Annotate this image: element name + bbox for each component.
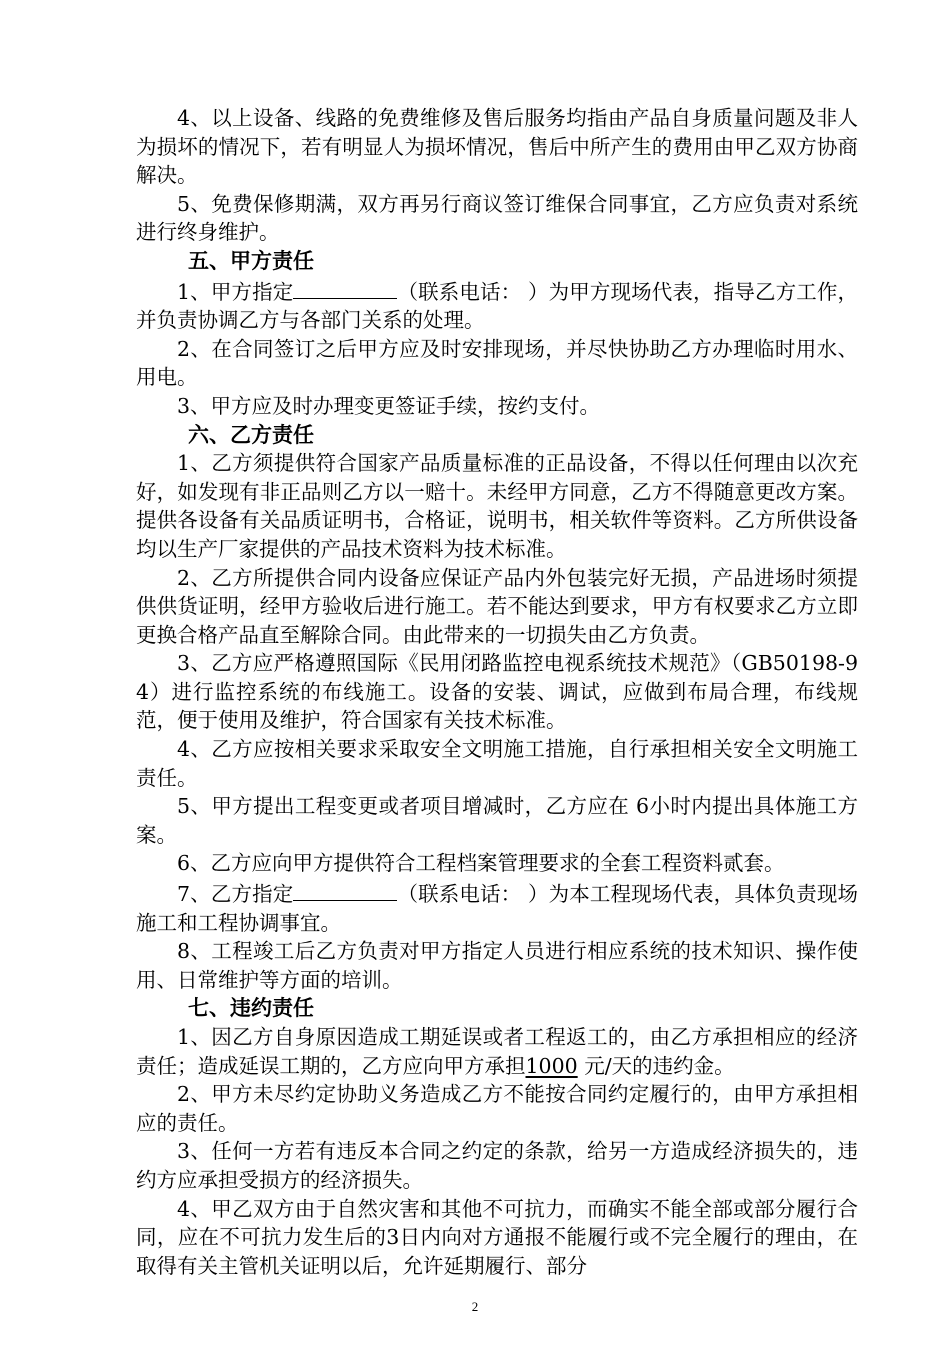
paragraph-party-a-2: 2、在合同签订之后甲方应及时安排现场，并尽快协助乙方办理临时用水、用电。 [136, 336, 858, 390]
paragraph-party-b-7 [136, 878, 858, 937]
party-a-1-rest: （联系电话： ）为甲方现场代表，指导乙方工作，并负责协调乙方与各部门关系的处理。 [136, 279, 858, 333]
paragraph-breach-1 [136, 1023, 858, 1080]
paragraph-breach-4: 4、甲乙双方由于自然灾害和其他不可抗力，而确实不能全部或部分履行合同，应在不可抗力发生后的3日内向对方通报不能履行或不完全履行的理由，在取得有关主管机关证明以后，允许延期履行、部分 [136, 1196, 858, 1278]
paragraph-breach-3: 3、任何一方若有违反本合同之约定的条款，给另一方造成经济损失的，违约方应承担受损方的经济损失。 [136, 1139, 858, 1192]
party-a-1-lead: 1、甲方指定 [177, 279, 294, 304]
page-number: 2 [471, 1299, 479, 1314]
paragraph-party-b-4: 4、乙方应按相关要求采取安全文明施工措施，自行承担相关安全文明施工责任。 [136, 737, 858, 790]
paragraph-warranty-5: 5、免费保修期满，双方再另行商议签订维保合同事宜，乙方应负责对系统进行终身维护。 [136, 191, 858, 245]
penalty-amount: 1000 [525, 1053, 578, 1078]
paragraph-party-b-1: 1、乙方须提供符合国家产品质量标准的正品设备，不得以任何理由以次充好，如发现有非正品则乙方以一赔十。未经甲方同意，乙方不得随意更改方案。提供各设备有关品质证明书，合格证，说明书，相关软件等资料。乙方所供设备均以生产厂家提供的产品技术资料为技术标准。 [136, 451, 858, 561]
paragraph-party-b-3: 3、乙方应严格遵照国际《民用闭路监控电视系统技术规范》（GB50198-94）进行监控系统的布线施工。设备的安装、调试，应做到布局合理，布线规范，便于使用及维护，符合国家有关技术标准。 [136, 651, 858, 733]
paragraph-party-b-5: 5、甲方提出工程变更或者项目增减时，乙方应在 6小时内提出具体施工方案。 [136, 794, 858, 847]
paragraph-warranty-4: 4、以上设备、线路的免费维修及售后服务均指由产品自身质量问题及非人为损坏的情况下，若有明显人为损坏情况，售后中所产生的费用由甲乙双方协商解决。 [136, 106, 858, 188]
section-heading-party-a: 五、甲方责任 [188, 247, 314, 273]
party-b-7-lead: 7、乙方指定 [177, 882, 294, 907]
party-a-representative-blank [293, 276, 397, 299]
party-b-7-rest: （联系电话： ）为本工程现场代表，具体负责现场施工和工程协调事宜。 [136, 882, 858, 935]
paragraph-party-b-2: 2、乙方所提供合同内设备应保证产品内外包装完好无损，产品进场时须提供供货证明，经甲方验收后进行施工。若不能达到要求，甲方有权要求乙方立即更换合格产品直至解除合同。由此带来的一切损失由乙方负责。 [136, 565, 858, 647]
paragraph-party-a-3: 3、甲方应及时办理变更签证手续，按约支付。 [177, 393, 601, 418]
paragraph-party-b-8: 8、工程竣工后乙方负责对甲方指定人员进行相应系统的技术知识、操作使用、日常维护等方面的培训。 [136, 939, 858, 992]
breach-1-lead: 1、因乙方自身原因造成工期延误或者工程返工的，由乙方承担相应的经济责任；造成延误工期的，乙方应向甲方承担 [136, 1025, 858, 1078]
paragraph-party-a-1 [136, 276, 858, 335]
party-b-representative-blank [293, 878, 397, 901]
paragraph-breach-2: 2、甲方未尽约定协助义务造成乙方不能按合同约定履行的，由甲方承担相应的责任。 [136, 1082, 858, 1135]
paragraph-party-b-6: 6、乙方应向甲方提供符合工程档案管理要求的全套工程资料贰套。 [177, 851, 785, 876]
breach-1-rest: 元/天的违约金。 [584, 1053, 735, 1078]
contract-body [136, 104, 858, 1280]
section-heading-party-b: 六、乙方责任 [188, 421, 314, 447]
section-heading-breach: 七、违约责任 [188, 995, 314, 1021]
